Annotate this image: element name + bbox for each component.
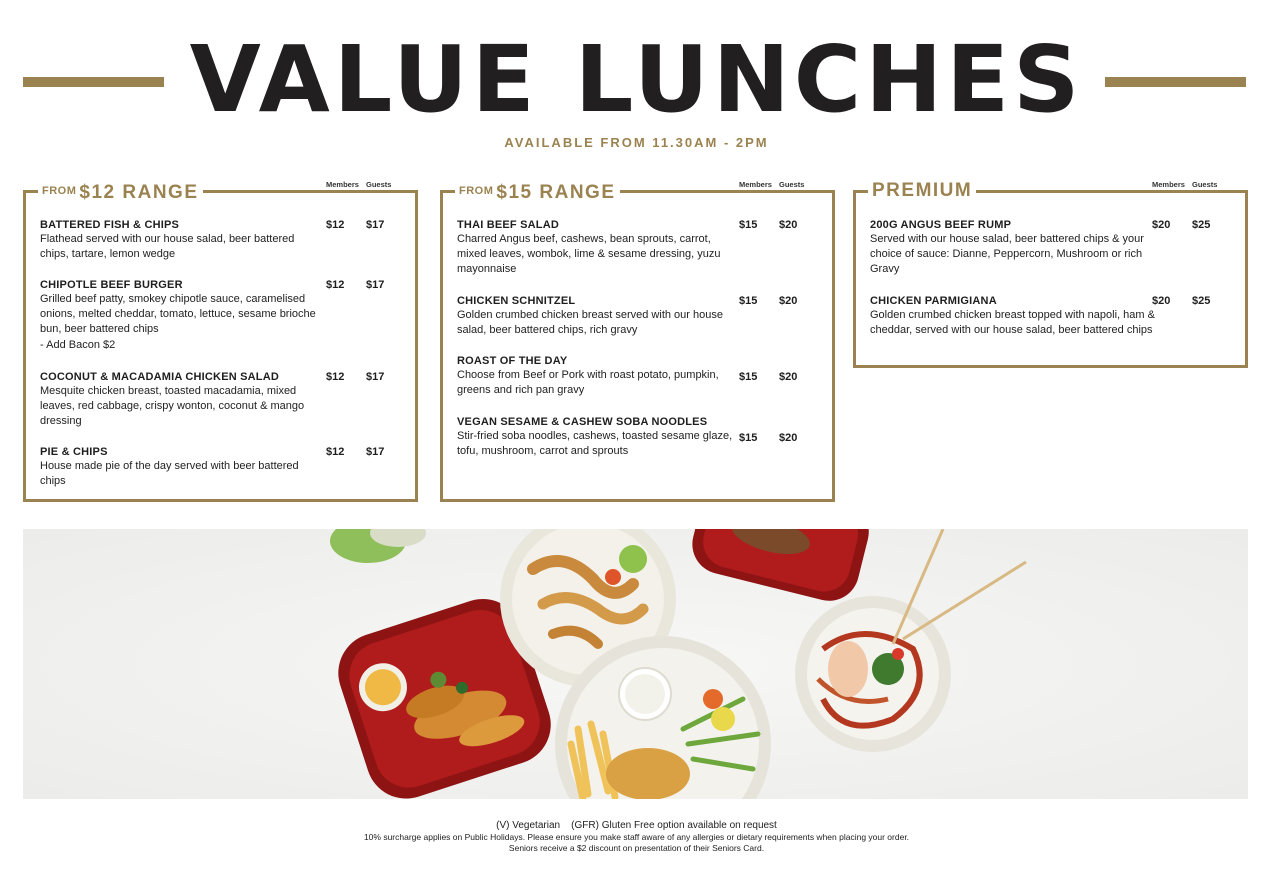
menu-item bbox=[40, 446, 410, 489]
item-description: Flathead served with our house salad, beer battered chips, tartare, lemon wedge bbox=[40, 233, 295, 260]
guests-price: $17 bbox=[366, 219, 385, 231]
members-column-header: Members bbox=[739, 180, 772, 189]
item-description: Choose from Beef or Pork with roast potato, pumpkin, greens and rich pan gravy bbox=[457, 369, 719, 396]
item-description: Charred Angus beef, cashews, bean sprouts, carrot, mixed leaves, wombok, lime & sesame dressing, yuzu mayonnaise bbox=[457, 233, 721, 275]
seniors-note: Seniors receive a $2 discount on presentation of their Seniors Card. bbox=[508, 843, 765, 853]
menu-item bbox=[40, 371, 410, 429]
section-from-label: FROM bbox=[459, 185, 494, 197]
guests-price: $25 bbox=[1192, 219, 1211, 231]
section-heading bbox=[455, 178, 620, 207]
section-premium bbox=[853, 180, 1248, 368]
menu-item bbox=[457, 416, 827, 459]
section-heading bbox=[868, 178, 976, 205]
menu-item bbox=[40, 219, 410, 262]
menu-item bbox=[870, 219, 1240, 277]
members-column-header: Members bbox=[1152, 180, 1185, 189]
item-description: Mesquite chicken breast, toasted macadamia, mixed leaves, red cabbage, crispy wonton, coconut & mango dressing bbox=[40, 385, 305, 427]
item-extra: - Add Bacon $2 bbox=[40, 339, 116, 351]
item-name: COCONUT & MACADAMIA CHICKEN SALAD bbox=[40, 371, 280, 383]
dietary-legend: (V) Vegetarian (GFR) Gluten Free option available on request bbox=[496, 820, 777, 831]
guests-price: $20 bbox=[779, 371, 798, 383]
section-12-range bbox=[23, 180, 418, 502]
guests-price: $20 bbox=[779, 432, 798, 444]
item-name: 200G ANGUS BEEF RUMP bbox=[870, 219, 1012, 231]
members-price: $20 bbox=[1152, 219, 1171, 231]
title-banner bbox=[0, 26, 1273, 133]
members-price: $15 bbox=[739, 295, 758, 307]
menu-item bbox=[457, 219, 827, 277]
item-name: CHIPOTLE BEEF BURGER bbox=[40, 279, 183, 291]
item-name: CHICKEN SCHNITZEL bbox=[457, 295, 576, 307]
item-name: BATTERED FISH & CHIPS bbox=[40, 219, 180, 231]
guests-price: $20 bbox=[779, 295, 798, 307]
menu-item bbox=[457, 295, 827, 338]
food-photo-banner bbox=[23, 529, 1248, 799]
guests-price: $20 bbox=[779, 219, 798, 231]
guests-price: $17 bbox=[366, 279, 385, 291]
members-price: $20 bbox=[1152, 295, 1171, 307]
item-description: Golden crumbed chicken breast topped with napoli, ham & cheddar, served with our house salad, beer battered chips bbox=[870, 309, 1155, 336]
item-description: Grilled beef patty, smokey chipotle sauce, caramelised onions, melted cheddar, tomato, lettuce, sesame brioche bun, beer battered chips bbox=[40, 293, 316, 335]
members-price: $15 bbox=[739, 219, 758, 231]
guests-column-header: Guests bbox=[1192, 180, 1218, 189]
item-description: Served with our house salad, beer battered chips & your choice of sauce: Dianne, Peppercorn, Mushroom or rich Gravy bbox=[870, 233, 1144, 275]
guests-price: $25 bbox=[1192, 295, 1211, 307]
item-name: PIE & CHIPS bbox=[40, 446, 108, 458]
section-range-label: $12 RANGE bbox=[79, 182, 199, 203]
section-range-label: $15 RANGE bbox=[496, 182, 616, 203]
item-name: THAI BEEF SALAD bbox=[457, 219, 559, 231]
food-illustration bbox=[23, 529, 1248, 799]
section-15-range bbox=[440, 180, 835, 502]
members-price: $12 bbox=[326, 371, 345, 383]
title-rule-right bbox=[1105, 77, 1246, 87]
item-name: ROAST OF THE DAY bbox=[457, 355, 568, 367]
surcharge-note: 10% surcharge applies on Public Holidays. Please ensure you make staff aware of any allergies or dietary requirements when placing your order. bbox=[363, 832, 910, 842]
members-price: $15 bbox=[739, 371, 758, 383]
members-column-header: Members bbox=[326, 180, 359, 189]
guests-price: $17 bbox=[366, 446, 385, 458]
item-description: House made pie of the day served with beer battered chips bbox=[40, 460, 299, 487]
members-price: $15 bbox=[739, 432, 758, 444]
menu-item bbox=[457, 355, 827, 398]
menu-item bbox=[870, 295, 1240, 338]
item-description: Stir-fried soba noodles, cashews, toasted sesame glaze, tofu, mushroom, carrot and sprouts bbox=[457, 430, 733, 457]
guests-column-header: Guests bbox=[779, 180, 805, 189]
section-range-label: PREMIUM bbox=[872, 180, 973, 201]
page-title: VALUE LUNCHES bbox=[189, 26, 1084, 133]
section-from-label: FROM bbox=[42, 185, 77, 197]
section-heading bbox=[38, 178, 203, 207]
members-price: $12 bbox=[326, 446, 345, 458]
footer-notes bbox=[0, 820, 1273, 854]
menu-item bbox=[40, 279, 410, 353]
availability-text: AVAILABLE FROM 11.30AM - 2PM bbox=[504, 135, 769, 150]
guests-column-header: Guests bbox=[366, 180, 392, 189]
guests-price: $17 bbox=[366, 371, 385, 383]
members-price: $12 bbox=[326, 279, 345, 291]
item-name: CHICKEN PARMIGIANA bbox=[870, 295, 997, 307]
members-price: $12 bbox=[326, 219, 345, 231]
title-rule-left bbox=[23, 77, 164, 87]
item-name: VEGAN SESAME & CASHEW SOBA NOODLES bbox=[457, 416, 708, 428]
item-description: Golden crumbed chicken breast served with our house salad, beer battered chips, rich gravy bbox=[457, 309, 723, 336]
